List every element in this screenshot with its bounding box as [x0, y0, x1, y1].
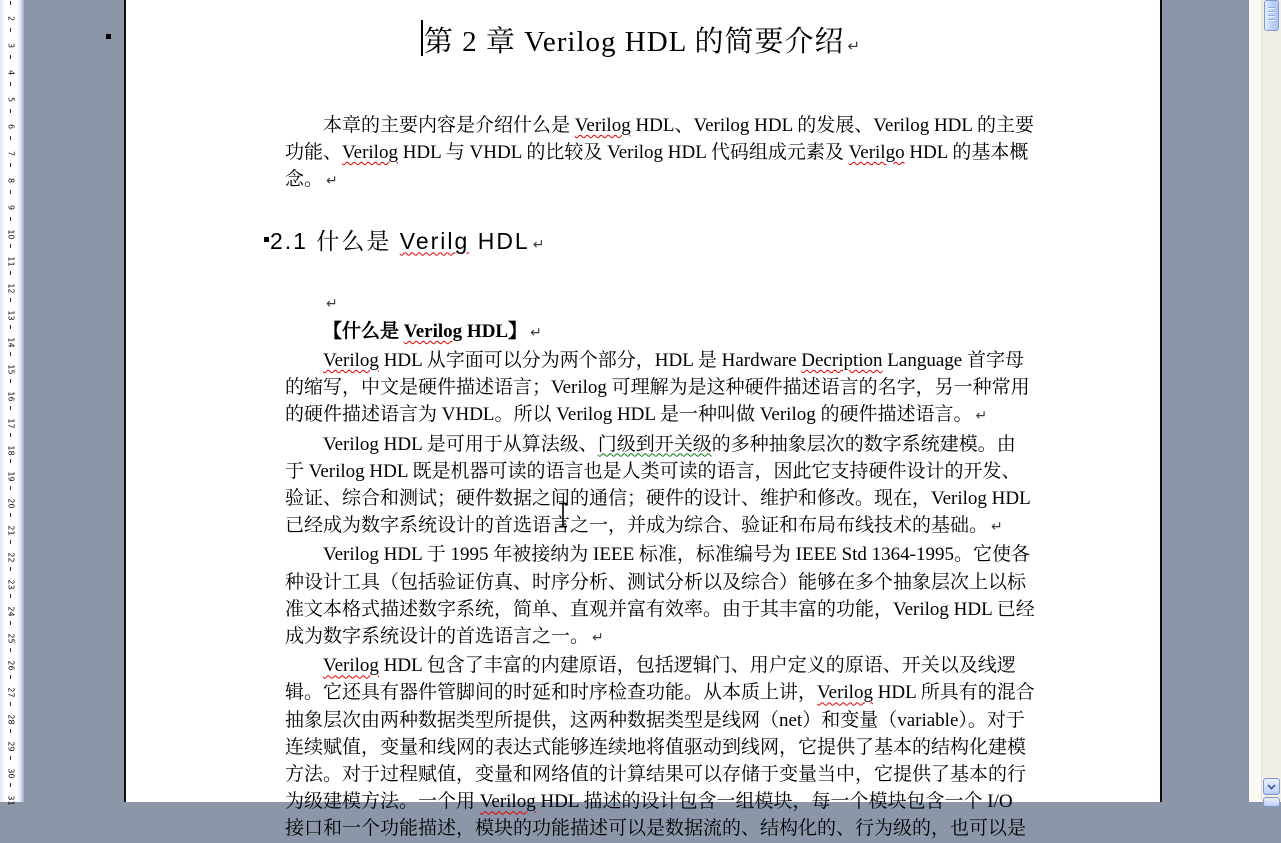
ruler-number: 26 [6, 660, 16, 671]
text-segment: HDL [469, 227, 530, 254]
text-segment: 已经成为数字系统设计的首选语言之一，并成为综合、验证和布局布线技术的基础。 [285, 515, 989, 537]
text-line[interactable] [285, 541, 1030, 568]
block-p3[interactable] [285, 431, 1031, 542]
paragraph-mark: ↵ [326, 295, 338, 312]
paragraph-mark: ↵ [991, 519, 1003, 536]
ruler-tick [10, 379, 11, 383]
block-title[interactable] [285, 20, 997, 68]
ruler-tick [10, 621, 11, 625]
ruler-number: 25 [6, 633, 16, 644]
ruler-number: 4 [6, 69, 16, 75]
text-line[interactable] [285, 761, 1027, 788]
text-line[interactable] [285, 318, 997, 347]
text-segment: Verilg [399, 227, 470, 254]
text-segment: HDL 的基本概 [904, 142, 1029, 164]
ruler-number: 5 [6, 96, 16, 102]
ruler-number: 30 [6, 768, 16, 779]
ruler-tick [10, 729, 11, 733]
ruler-tick [10, 1, 11, 5]
ruler-number: 10 [6, 229, 16, 240]
outline-bullet-icon[interactable] [106, 34, 111, 39]
ruler-number: 18 [6, 444, 16, 456]
text-segment: 方法。对于过程赋值，变量和网络值的计算结果可以存储于变量当中，它提供了基本的行 [285, 764, 1027, 786]
text-segment: Verilog [479, 791, 536, 813]
ruler-tick [10, 298, 11, 302]
ruler-tick [10, 459, 11, 463]
text-segment: 连续赋值，变量和线网的表达式能够连续地将值驱动到线网，它提供了基本的结构化建模 [285, 736, 1027, 758]
text-segment: 功能、 [285, 142, 343, 164]
text-segment: Verilog [817, 682, 873, 704]
text-line[interactable] [285, 734, 1027, 761]
block-sp[interactable] [285, 289, 997, 318]
block-p5[interactable] [285, 652, 1035, 842]
ruler-tick [10, 244, 11, 248]
text-segment: Decription [801, 350, 883, 372]
ruler-tick [10, 352, 11, 356]
text-line[interactable] [285, 347, 1024, 374]
text-segment: 的多种抽象层次的数字系统建模。由 [711, 433, 1016, 455]
block-h21[interactable] [270, 223, 997, 263]
text-segment: 于 Verilog HDL 既是机器可读的语言也是人类可读的语言，因此它支持硬件设计的开发、 [285, 460, 1021, 482]
ruler-number: 7 [6, 150, 16, 156]
ruler-tick [10, 55, 11, 59]
ruler-tick [10, 109, 11, 113]
text-segment: HDL 描述的设计包含一组模块，每一个模块包含一个 I/O [535, 791, 1013, 813]
text-line[interactable] [285, 374, 1030, 401]
text-segment: HDL 从字面可以分为两个部分，HDL 是 Hardware [378, 350, 802, 372]
ruler-tick [10, 433, 11, 437]
chevron-down-icon [1267, 784, 1276, 790]
ruler-tick [10, 136, 11, 140]
ruler-number: 23 [6, 579, 16, 590]
text-segment: 【什么是 [323, 320, 404, 342]
ruler-tick [10, 28, 11, 32]
text-line[interactable] [285, 289, 997, 318]
i-beam-cursor [556, 502, 570, 528]
ruler-tick [10, 783, 11, 787]
ruler-tick [10, 756, 11, 760]
text-segment: Verilog [342, 142, 398, 164]
vertical-ruler[interactable] [0, 0, 24, 806]
text-segment: Verilog HDL 是可用于从算法级、 [323, 433, 598, 455]
ruler-tick [10, 594, 11, 598]
text-line[interactable] [285, 815, 1027, 842]
ruler-tick [10, 513, 11, 517]
ruler-number: 16 [6, 390, 16, 402]
text-segment: Verilog [323, 655, 379, 677]
ruler-tick [10, 567, 11, 571]
ruler-tick [10, 406, 11, 410]
ruler-number: 9 [6, 204, 16, 210]
text-line[interactable] [285, 431, 1016, 458]
text-segment: HDL 与 VHDL 的比较及 Verilog HDL 代码组成元素及 [397, 142, 849, 164]
text-line[interactable] [285, 652, 1016, 679]
scroll-down-button[interactable] [1263, 778, 1280, 795]
right-gutter [1249, 0, 1261, 802]
ruler-number: 12 [6, 283, 16, 294]
text-segment: Verilgo [848, 142, 905, 164]
text-segment: 种设计工具（包括验证仿真、时序分析、测试分析以及综合）能够在多个抽象层次上以标 [285, 571, 1027, 593]
text-segment: 的硬件描述语言为 VHDL。所以 Verilog HDL 是一种叫做 Verilog 的硬件描述语言。 [285, 404, 973, 426]
ruler-number: 13 [6, 310, 16, 321]
text-line[interactable] [285, 112, 1035, 139]
ruler-number: 28 [6, 714, 16, 725]
text-line[interactable] [285, 788, 1013, 815]
text-line[interactable] [285, 512, 1003, 541]
text-segment: 门级到开关级 [597, 433, 712, 455]
ruler-tick [10, 190, 11, 194]
ruler-number: 14 [6, 337, 16, 348]
ruler-tick [10, 675, 11, 679]
text-line[interactable] [285, 623, 997, 652]
ruler-tick [10, 702, 11, 706]
text-caret [421, 20, 423, 56]
text-segment: HDL 所具有的混合 [872, 682, 1035, 704]
ruler-tick [10, 325, 11, 329]
text-segment: Verilog [574, 115, 631, 136]
text-segment: Language 首字母 [882, 350, 1024, 372]
ruler-tick [10, 217, 11, 221]
ruler-tick [10, 486, 11, 490]
text-line[interactable] [285, 458, 1021, 485]
text-segment: 接口和一个功能描述，模块的功能描述可以是数据流的、结构化的、行为级的，也可以是 [285, 818, 1027, 840]
ruler-number: 21 [6, 525, 16, 537]
text-line[interactable] [285, 596, 1035, 623]
text-segment: 念。 [285, 169, 324, 191]
paragraph-mark: ↵ [975, 408, 988, 425]
text-segment: 的缩写，中文是硬件描述语言；Verilog 可理解为是这种硬件描述语言的名字，另一种常用 [285, 377, 1030, 399]
ruler-number: 20 [6, 498, 16, 510]
ruler-number: 11 [6, 256, 16, 267]
ruler-tick [10, 648, 11, 652]
text-segment: 验证、综合和测试；硬件数据之间的通信；硬件的设计、维护和修改。现在，Verilog HDL [285, 488, 1031, 510]
ruler-number: 19 [6, 471, 16, 483]
block-p4[interactable] [285, 541, 1035, 652]
text-line[interactable] [285, 569, 1027, 596]
text-segment: 辑。它还具有器件管脚间的时延和时序检查功能。从本质上讲， [285, 682, 818, 704]
paragraph-mark: ↵ [592, 630, 604, 647]
text-line[interactable] [285, 401, 997, 430]
ruler-number: 17 [6, 417, 16, 429]
text-segment: 为级建模方法。一个用 [285, 791, 480, 813]
text-segment: 本章的主要内容是介绍什么是 [323, 115, 575, 136]
text-line[interactable] [285, 707, 1025, 734]
text-line[interactable] [285, 485, 1031, 512]
paragraph-mark: ↵ [530, 324, 542, 341]
ruler-number: 31 [6, 795, 16, 806]
scrollbar-thumb[interactable] [1264, 0, 1279, 31]
vertical-scrollbar[interactable] [1261, 0, 1281, 802]
outline-bullet-icon[interactable] [264, 237, 269, 242]
text-segment: 第 2 章 Verilog HDL 的简要介绍 [423, 26, 845, 58]
text-segment: Verilog HDL 于 1995 年被接纳为 IEEE 标准，标准编号为 IEEE Std 1364-1995。它使各 [323, 544, 1030, 566]
text-segment: HDL 包含了丰富的内建原语，包括逻辑门、用户定义的原语、开关以及线逻 [378, 655, 1016, 677]
text-segment: HDL、Verilog HDL 的发展、Verilog HDL 的主要 [630, 115, 1035, 136]
scrollbar-grip-icon [1268, 7, 1275, 23]
text-segment: Verilog [403, 320, 463, 342]
text-segment: 2.1 什么是 [270, 227, 400, 254]
paragraph-mark: ↵ [847, 37, 862, 55]
ruler-number: 24 [6, 606, 16, 617]
text-line[interactable] [285, 166, 997, 195]
browse-object-button-partial[interactable] [1263, 797, 1280, 807]
ruler-number: 8 [6, 177, 16, 183]
text-segment: 抽象层次由两种数据类型所提供，这两种数据类型是线网（net）和变量（variable）。对于 [285, 709, 1025, 731]
text-line[interactable] [285, 139, 1029, 166]
text-line[interactable] [285, 679, 1035, 706]
ruler-tick [10, 82, 11, 86]
ruler-tick [10, 271, 11, 275]
ruler-number: 15 [6, 364, 16, 375]
doc-content[interactable] [270, 0, 1035, 843]
text-segment: HDL】 [462, 320, 528, 342]
block-intro[interactable] [285, 112, 1035, 196]
block-p2[interactable] [285, 347, 1030, 431]
ruler-number: 29 [6, 741, 16, 752]
ruler-number: 6 [6, 123, 16, 129]
ruler-tick [10, 540, 11, 544]
chapter-title[interactable] [285, 20, 997, 68]
paragraph-mark: ↵ [532, 236, 547, 253]
block-boldline[interactable] [285, 318, 997, 347]
ruler-number: 22 [6, 552, 16, 563]
ruler-tick [10, 163, 11, 167]
section-heading[interactable] [270, 223, 997, 263]
ruler-number: 27 [6, 687, 16, 698]
text-segment: Verilog [323, 350, 379, 372]
text-segment: 准文本格式描述数字系统，简单、直观并富有效率。由于其丰富的功能，Verilog HDL 已经 [285, 598, 1035, 620]
text-segment: 成为数字系统设计的首选语言之一。 [285, 626, 590, 648]
paragraph-mark: ↵ [326, 173, 338, 190]
document-page[interactable] [124, 0, 1162, 840]
ruler-number: 2 [6, 15, 16, 22]
ruler-number: 3 [6, 42, 16, 49]
